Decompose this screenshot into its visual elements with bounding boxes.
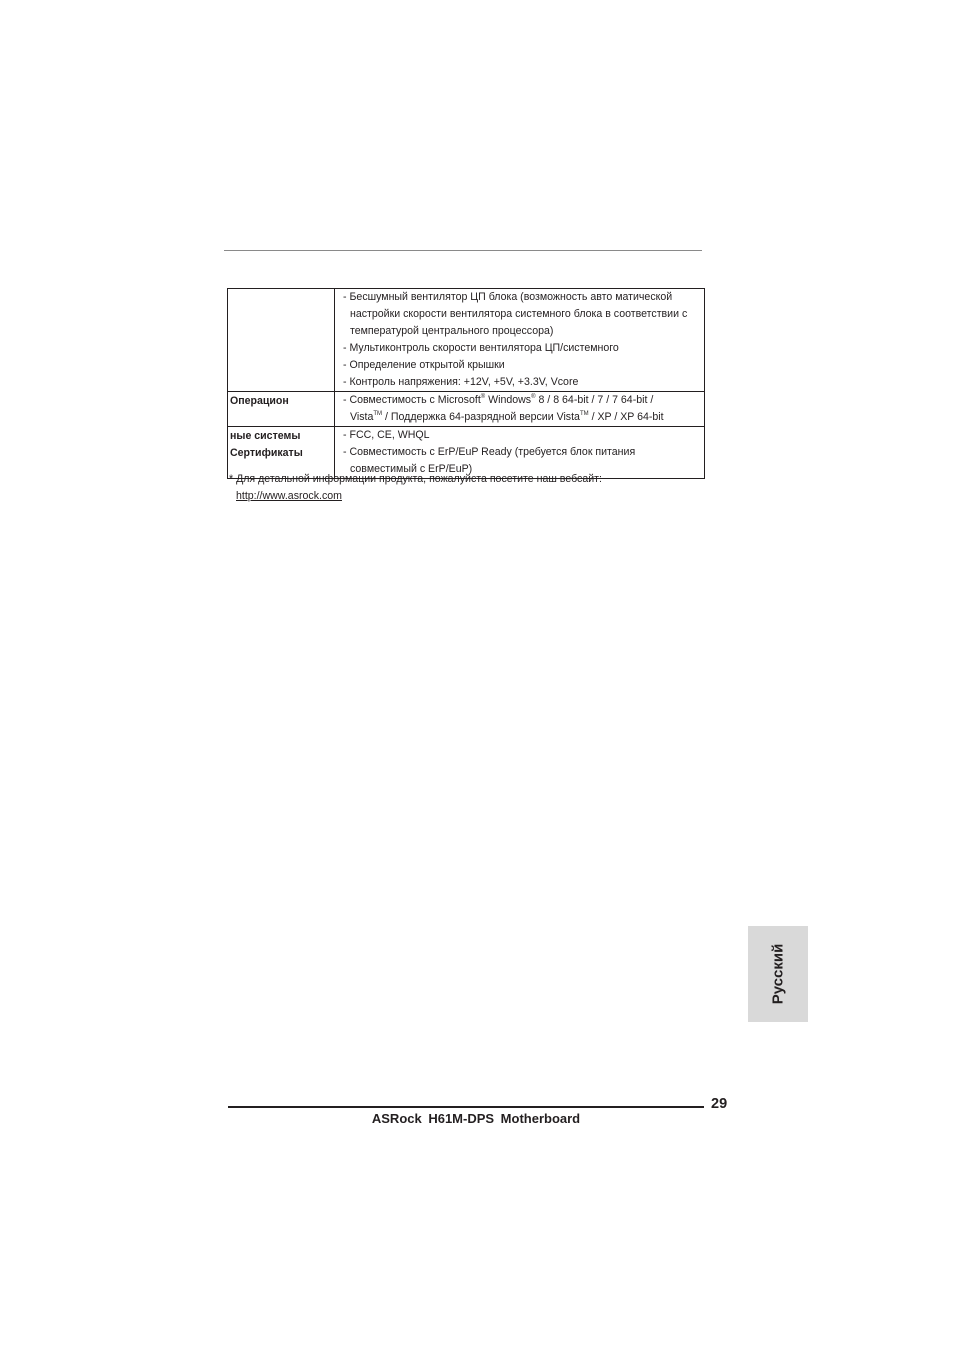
spec-label-os: Операцион — [228, 392, 335, 427]
list-item: - Бесшумный вентилятор ЦП блока (возможность авто матической настройки скорости вентилятора системного блока в соответствии с температурой центрального процессора) — [343, 291, 688, 337]
list-item: - Совместимость с Microsoft® Windows® 8 / 8 64-bit / 7 / 7 64-bit / Vista™ / Поддержка 64-разрядной версии Vista™ / XP / XP 64-bit — [343, 394, 664, 423]
spec-value-hardware-monitor — [335, 289, 705, 392]
list-item: - Совместимость с ErP/EuP Ready (требуется блок питания совместимый с ErP/EuP) — [343, 446, 636, 475]
list-item: - FCC, CE, WHQL — [343, 429, 430, 441]
page-number: 29 — [711, 1096, 728, 1112]
footnote-text: * Для детальной информации продукта, пожалуйста посетите наш вебсайт: — [229, 473, 602, 485]
website-link[interactable]: http://www.asrock.com — [236, 490, 342, 502]
language-tab — [748, 926, 808, 1022]
spec-label-os-continuation: ные системы — [230, 430, 301, 442]
spec-label-certs: Сертификаты — [230, 447, 303, 459]
table-row — [228, 392, 705, 427]
spec-label-empty — [228, 289, 335, 392]
spec-table — [227, 288, 705, 479]
footer-rule — [228, 1106, 704, 1108]
footnote — [229, 471, 602, 505]
list-item: - Определение открытой крышки — [343, 359, 505, 371]
header-rule — [224, 250, 702, 251]
footer-title: ASRock H61M-DPS Motherboard — [371, 1111, 581, 1126]
list-item: - Контроль напряжения: +12V, +5V, +3.3V, Vcore — [343, 376, 579, 388]
list-item: - Мультиконтроль скорости вентилятора ЦП/системного — [343, 342, 619, 354]
language-tab-label: Русский — [769, 943, 787, 1005]
table-row — [228, 289, 705, 392]
spec-value-os — [335, 392, 705, 427]
